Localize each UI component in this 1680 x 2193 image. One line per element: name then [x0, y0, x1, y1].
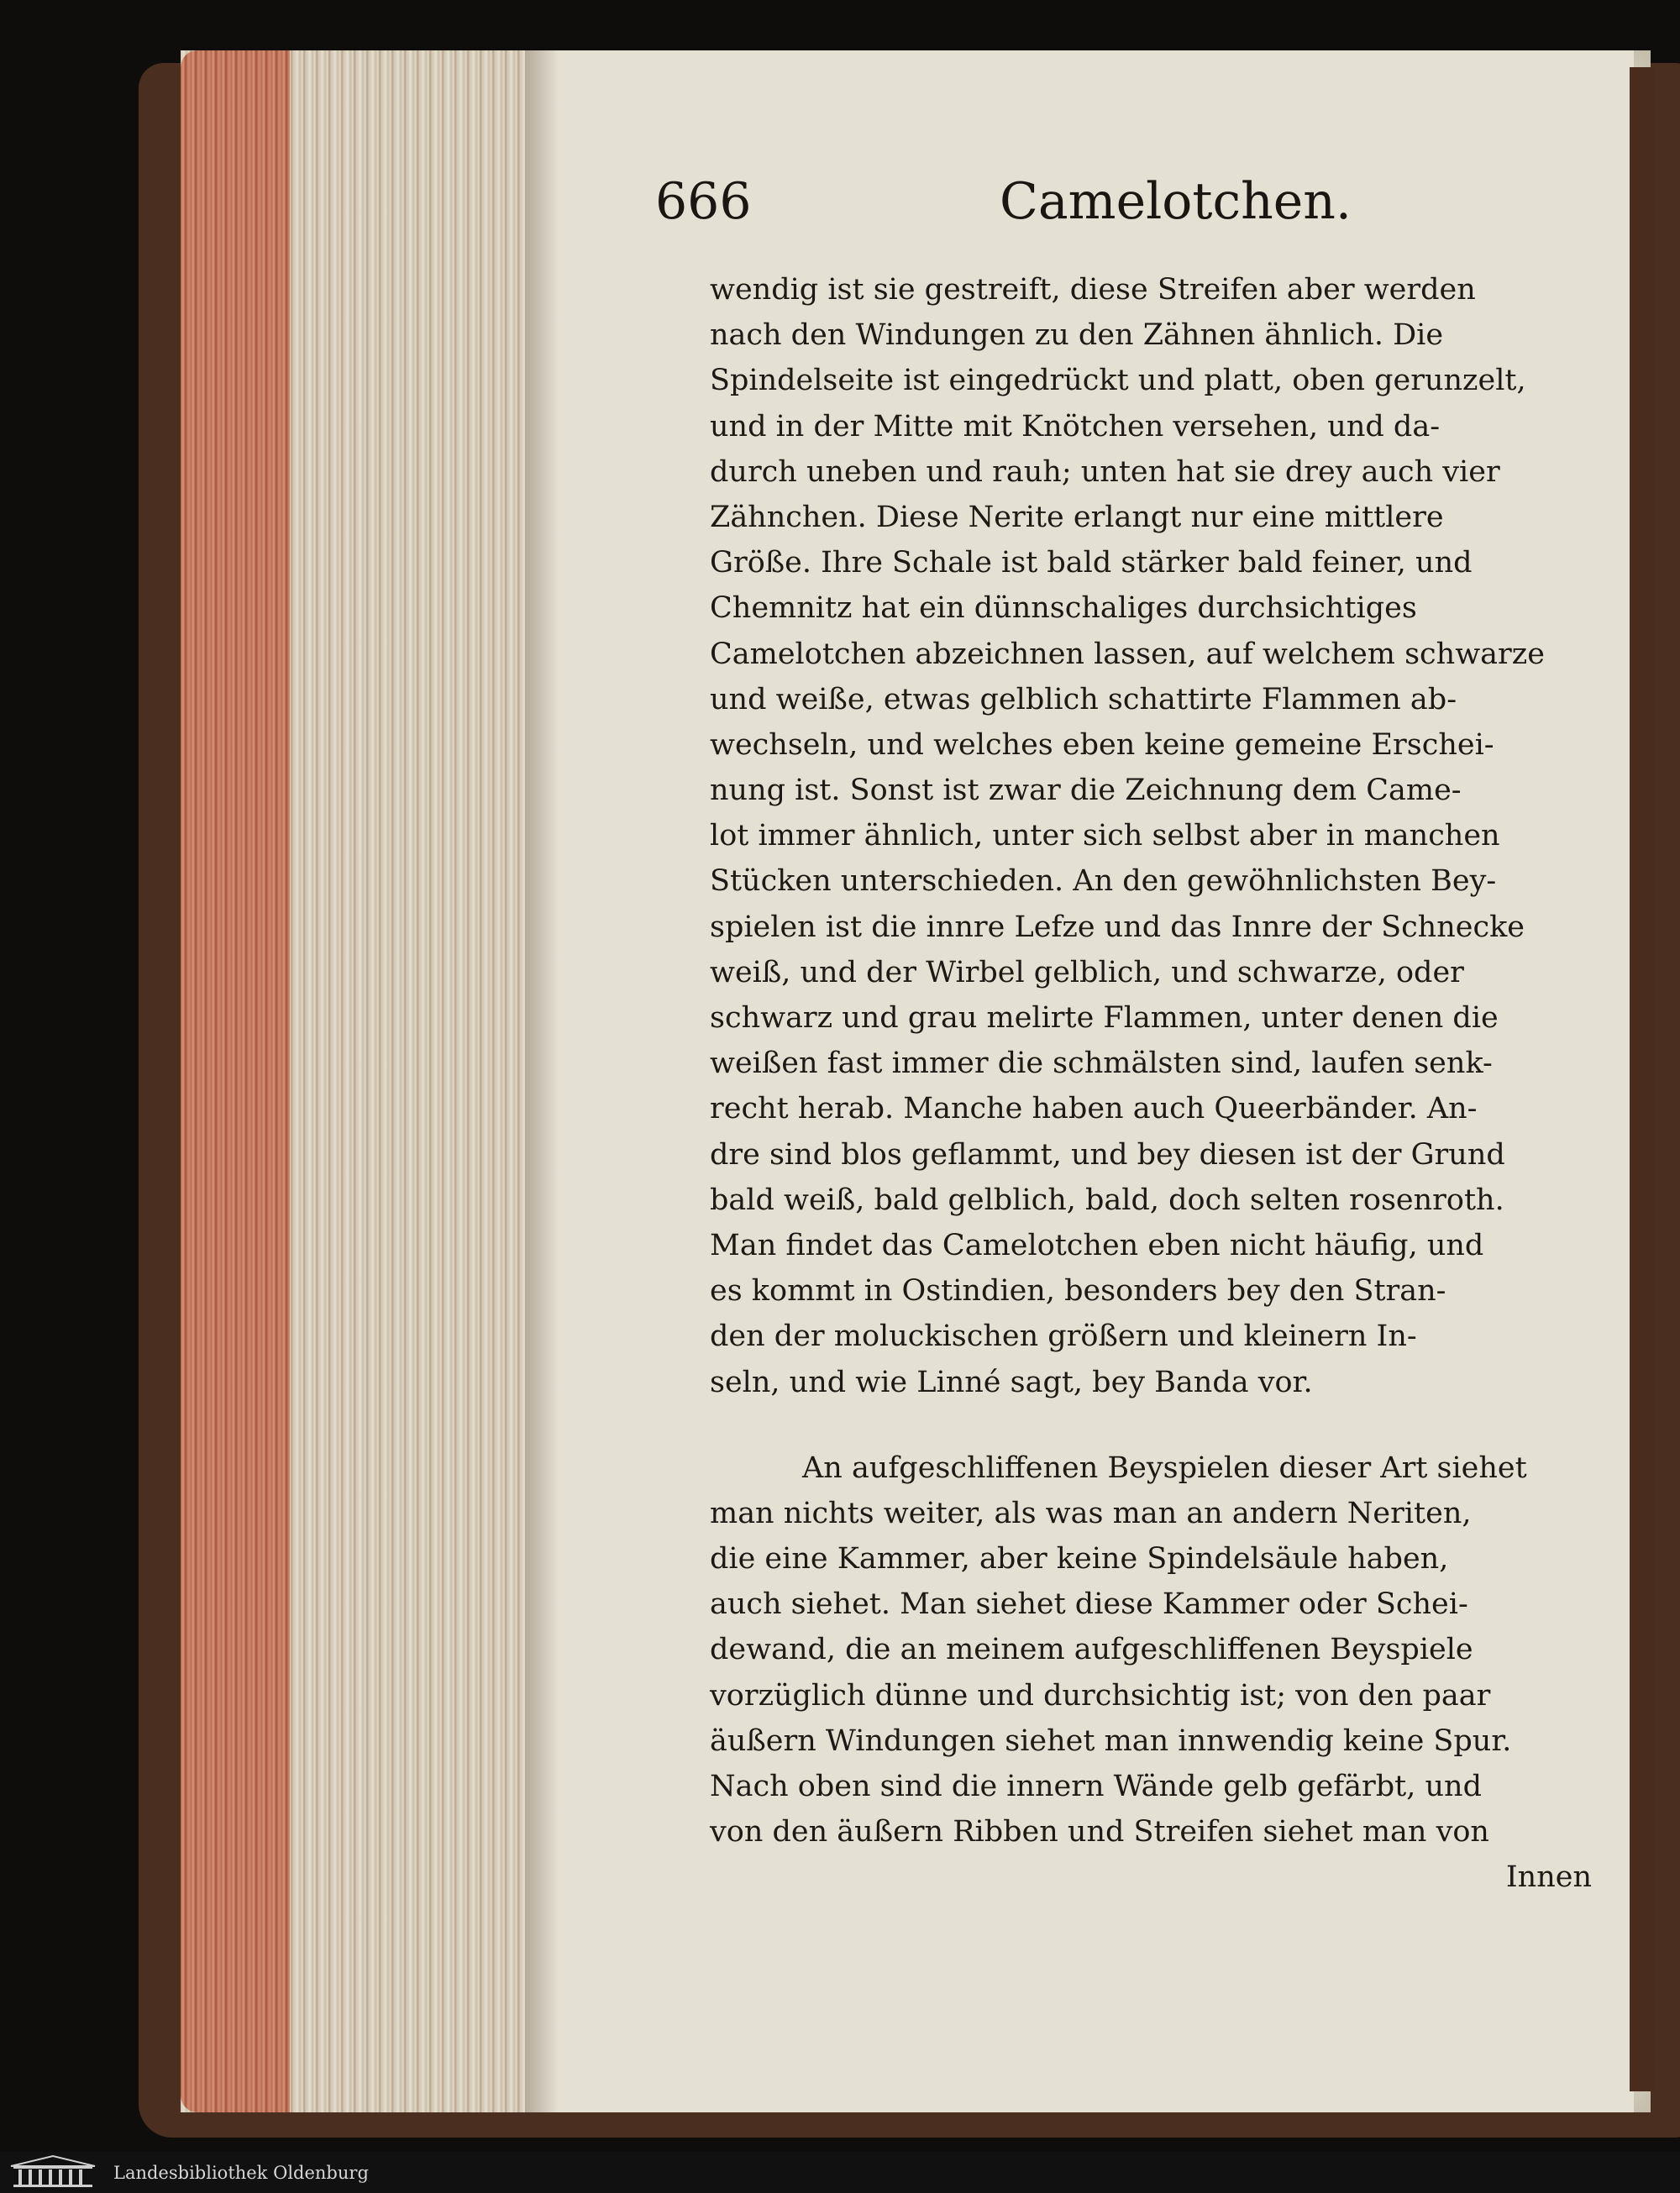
text-line: es kommt in Ostindien, besonders bey den Stran- [710, 1274, 1446, 1309]
binding-edge [1630, 67, 1655, 2091]
library-building-icon [7, 2154, 99, 2190]
body-text [710, 267, 1592, 1901]
text-line: man nichts weiter, als was man an andern Neriten, [710, 1496, 1472, 1530]
text-line: und weiße, etwas gelblich schattirte Flammen ab- [710, 682, 1457, 716]
text-line: durch uneben und rauh; unten hat sie drey auch vier [710, 454, 1500, 489]
text-line: äußern Windungen siehet man innwendig keine Spur. [710, 1723, 1512, 1758]
library-name: Landesbibliothek Oldenburg [113, 2163, 369, 2183]
text-line: seln, und wie Linné sagt, bey Banda vor. [710, 1365, 1313, 1399]
text-line: weißen fast immer die schmälsten sind, laufen senk- [710, 1047, 1493, 1081]
text-line: wechseln, und welches eben keine gemeine Erschei- [710, 727, 1494, 762]
running-title: Camelotchen. [1000, 172, 1352, 231]
text-line: nach den Windungen zu den Zähnen ähnlich. Die [710, 318, 1444, 353]
page-header [655, 172, 1604, 239]
text-line: und in der Mitte mit Knötchen versehen, und da- [710, 409, 1441, 443]
paragraph-gap [710, 1405, 1592, 1445]
text-line: wendig ist sie gestreift, diese Streifen aber werden [710, 273, 1476, 307]
text-line: spielen ist die innre Lefze und das Innre der Schnecke [710, 910, 1525, 944]
gutter-shadow [525, 50, 559, 2112]
text-line: Man findet das Camelotchen eben nicht häufig, und [710, 1228, 1484, 1262]
text-line: Chemnitz hat ein dünnschaliges durchsichtiges [710, 591, 1417, 626]
text-line: schwarz und grau melirte Flammen, unter denen die [710, 1001, 1499, 1035]
text-line: auch siehet. Man siehet diese Kammer oder Schei- [710, 1587, 1468, 1622]
text-line: weiß, und der Wirbel gelblich, und schwarze, oder [710, 955, 1464, 989]
text-line: recht herab. Manche haben auch Queerbänder. An- [710, 1092, 1478, 1126]
text-line: die eine Kammer, aber keine Spindelsäule haben, [710, 1542, 1449, 1577]
text-line: lot immer ähnlich, unter sich selbst aber in manchen [710, 819, 1500, 853]
text-line: An aufgeschliffenen Beyspielen dieser Art siehet [802, 1451, 1527, 1485]
text-line: Größe. Ihre Schale ist bald stärker bald feiner, und [710, 546, 1473, 580]
catchword: Innen [1505, 1860, 1592, 1895]
text-line: dewand, die an meinem aufgeschliffenen Beyspiele [710, 1633, 1473, 1667]
text-line: Zähnchen. Diese Nerite erlangt nur eine mittlere [710, 500, 1444, 534]
text-line: Stücken unterschieden. An den gewöhnlichsten Bey- [710, 864, 1497, 899]
fore-edge-red-edge [181, 50, 290, 2112]
text-line: den der moluckischen größern und kleinern In- [710, 1319, 1417, 1354]
text-line: von den äußern Ribben und Streifen siehet man von [710, 1815, 1489, 1849]
text-line: vorzüglich dünne und durchsichtig ist; von den paar [710, 1678, 1491, 1713]
text-line: Nach oben sind die innern Wände gelb gefärbt, und [710, 1770, 1482, 1803]
text-line: bald weiß, bald gelblich, bald, doch selten rosenroth. [710, 1183, 1504, 1217]
page-number: 666 [655, 172, 752, 231]
text-line: Camelotchen abzeichnen lassen, auf welchem schwarze [710, 637, 1545, 671]
text-line: Spindelseite ist eingedrückt und platt, oben gerunzelt, [710, 364, 1526, 398]
text-line: dre sind blos geflammt, und bey diesen ist der Grund [710, 1137, 1505, 1172]
text-line: nung ist. Sonst ist zwar die Zeichnung dem Came- [710, 774, 1462, 808]
